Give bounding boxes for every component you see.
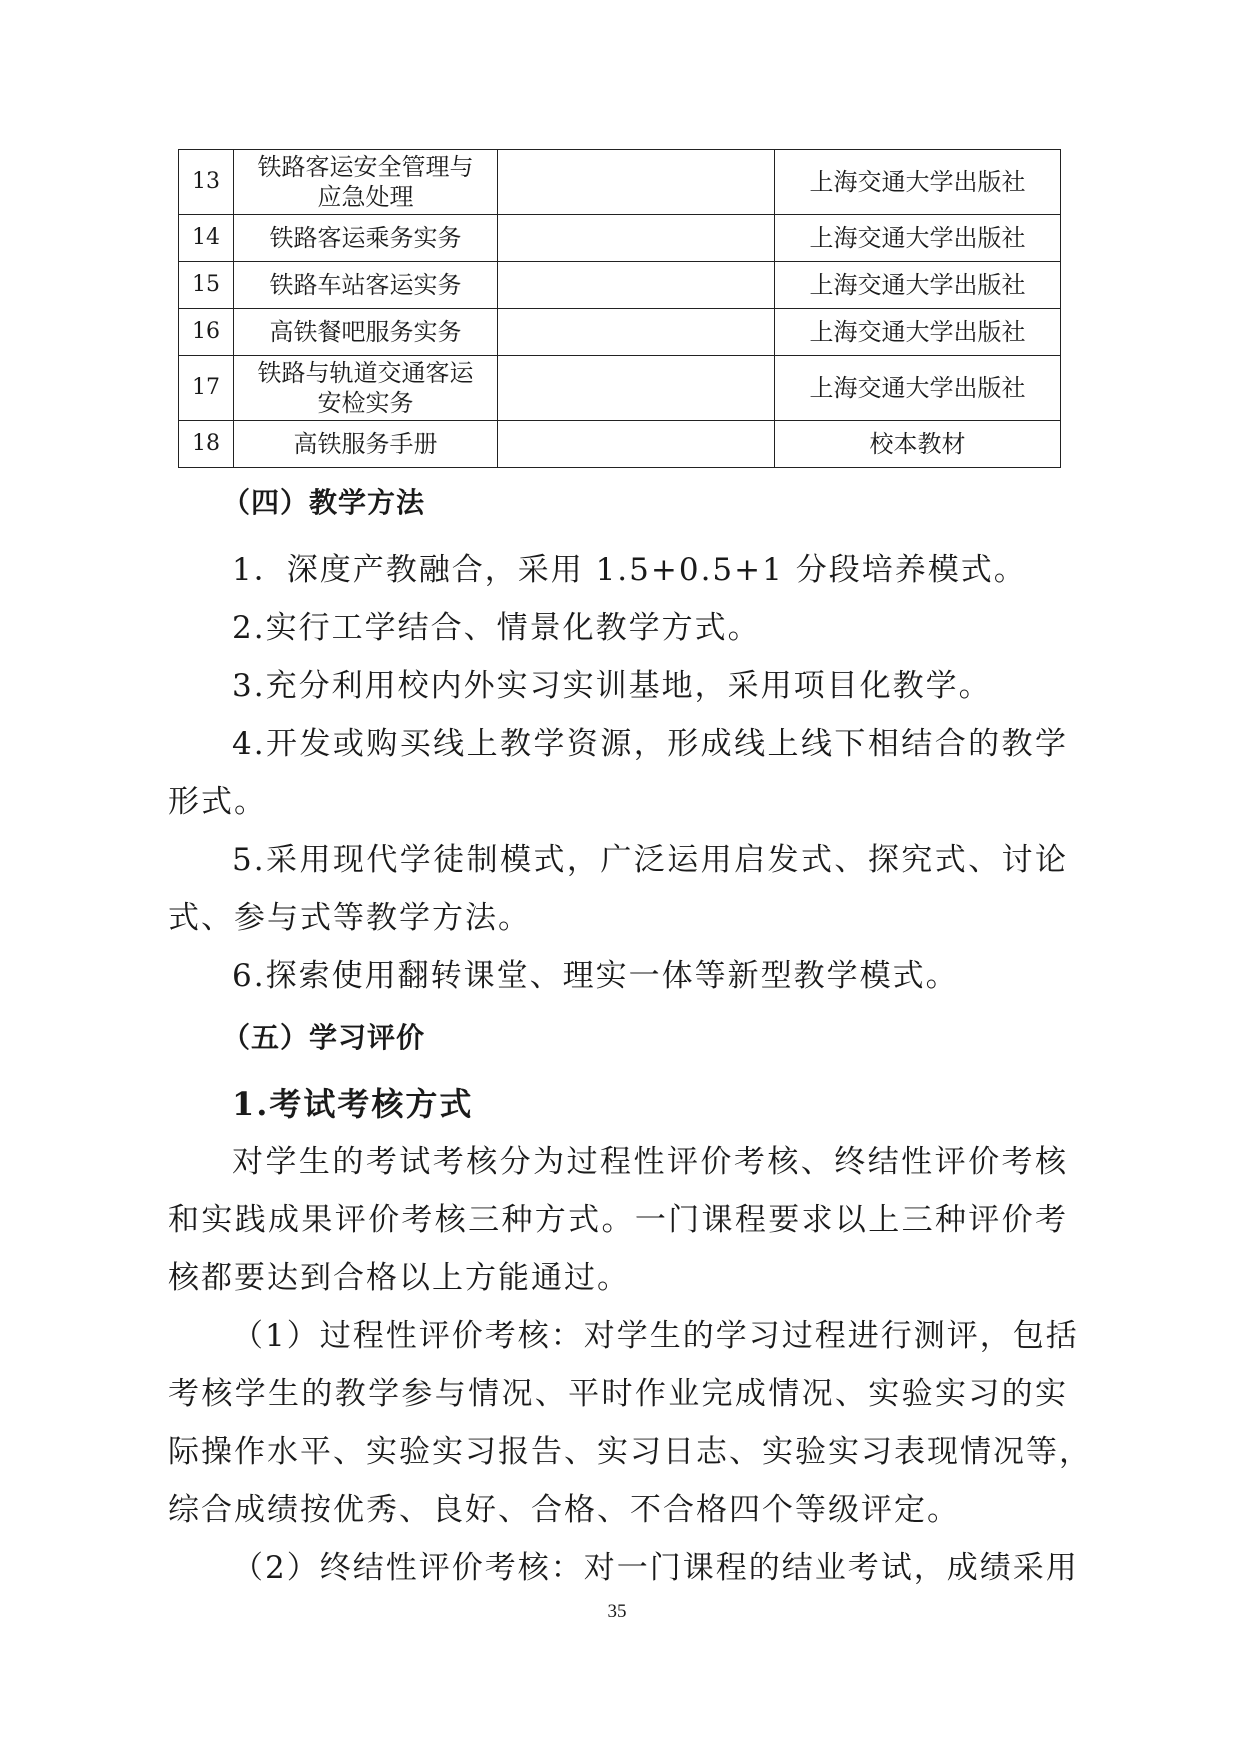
book-title: 高铁服务手册	[234, 421, 498, 468]
book-author	[498, 421, 775, 468]
paragraph-line: 和实践成果评价考核三种方式。一门课程要求以上三种评价考	[168, 1202, 1068, 1238]
book-publisher: 上海交通大学出版社	[775, 262, 1061, 309]
book-title: 铁路与轨道交通客运 安检实务	[234, 356, 498, 421]
table-row	[179, 262, 1061, 309]
method-item-2: 2.实行工学结合、情景化教学方式。	[232, 610, 761, 646]
book-author	[498, 150, 775, 215]
table-row	[179, 215, 1061, 262]
method-item-6: 6.探索使用翻转课堂、理实一体等新型教学模式。	[232, 958, 959, 994]
book-author	[498, 215, 775, 262]
row-number: 17	[179, 356, 234, 421]
book-title: 铁路客运安全管理与 应急处理	[234, 150, 498, 215]
book-author	[498, 356, 775, 421]
book-publisher: 上海交通大学出版社	[775, 309, 1061, 356]
method-item-1: 1．深度产教融合，采用 1.5+0.5+1 分段培养模式。	[232, 552, 1027, 588]
row-number: 14	[179, 215, 234, 262]
book-author	[498, 262, 775, 309]
textbook-table	[178, 149, 1061, 468]
section-heading-teaching-methods: （四）教学方法	[222, 486, 426, 519]
method-item-4-line-1: 4.开发或购买线上教学资源，形成线上线下相结合的教学	[232, 726, 1068, 762]
paragraph-line: 综合成绩按优秀、良好、合格、不合格四个等级评定。	[168, 1492, 960, 1528]
paragraph-line: （2）终结性评价考核：对一门课程的结业考试，成绩采用	[232, 1550, 1079, 1586]
table-row	[179, 421, 1061, 468]
paragraph-line: 核都要达到合格以上方能通过。	[168, 1260, 630, 1296]
book-publisher: 上海交通大学出版社	[775, 215, 1061, 262]
subheading-exam-methods: 1.考试考核方式	[232, 1085, 474, 1123]
row-number: 13	[179, 150, 234, 215]
paragraph-line: 际操作水平、实验实习报告、实习日志、实验实习表现情况等，	[168, 1434, 1092, 1470]
method-item-5-line-1: 5.采用现代学徒制模式，广泛运用启发式、探究式、讨论	[232, 842, 1068, 878]
page-number: 35	[607, 1601, 627, 1622]
paragraph-line: （1）过程性评价考核：对学生的学习过程进行测评，包括	[232, 1318, 1079, 1354]
paragraph-line: 考核学生的教学参与情况、平时作业完成情况、实验实习的实	[168, 1376, 1068, 1412]
book-publisher: 上海交通大学出版社	[775, 150, 1061, 215]
method-item-3: 3.充分利用校内外实习实训基地，采用项目化教学。	[232, 668, 992, 704]
method-item-5-line-2: 式、参与式等教学方法。	[168, 900, 531, 936]
table-row	[179, 356, 1061, 421]
paragraph-line: 对学生的考试考核分为过程性评价考核、终结性评价考核	[232, 1144, 1068, 1180]
row-number: 15	[179, 262, 234, 309]
book-author	[498, 309, 775, 356]
book-title: 铁路车站客运实务	[234, 262, 498, 309]
method-item-4-line-2: 形式。	[168, 784, 267, 820]
table-row	[179, 150, 1061, 215]
row-number: 16	[179, 309, 234, 356]
book-title: 铁路客运乘务实务	[234, 215, 498, 262]
book-publisher: 校本教材	[775, 421, 1061, 468]
book-publisher: 上海交通大学出版社	[775, 356, 1061, 421]
table-row	[179, 309, 1061, 356]
row-number: 18	[179, 421, 234, 468]
section-heading-learning-evaluation: （五）学习评价	[222, 1021, 426, 1054]
book-title: 高铁餐吧服务实务	[234, 309, 498, 356]
